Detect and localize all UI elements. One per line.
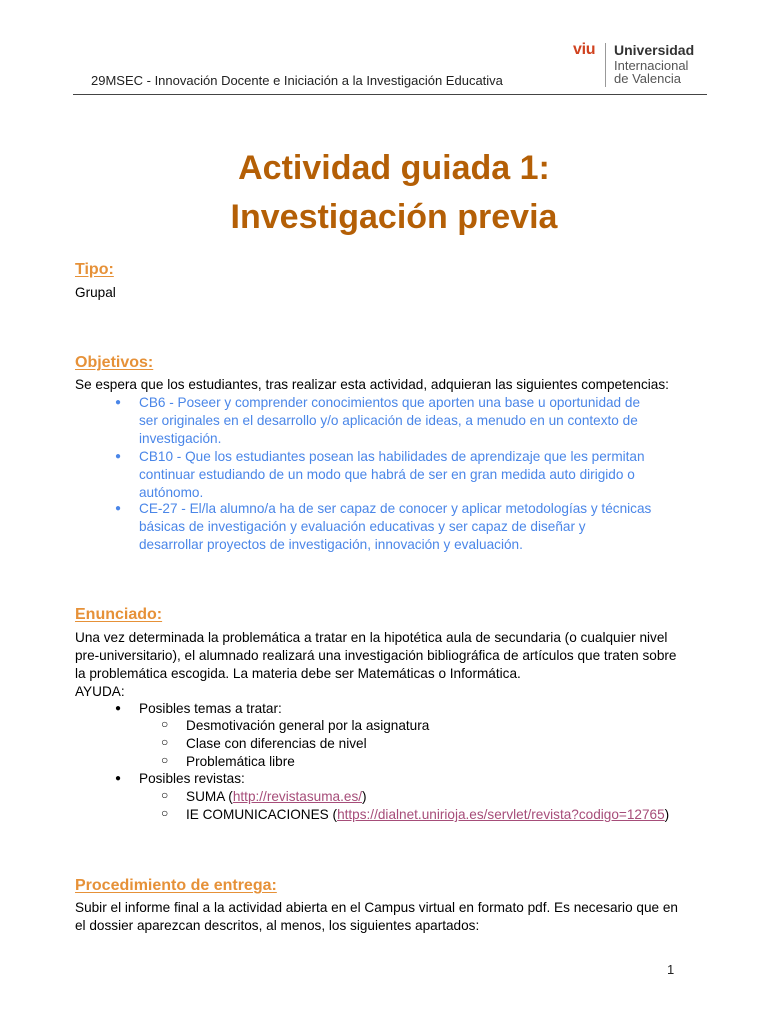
enunciado-heading: Enunciado: xyxy=(75,606,163,623)
enunciado-line-2: pre-universitario), el alumnado realizará una investigación bibliográfica de artículos que traten sobre xyxy=(75,648,677,663)
procedimiento-line-2: el dossier aparezcan descritos, al menos, los siguientes apartados: xyxy=(75,918,480,933)
objetivos-intro: Se espera que los estudiantes, tras realizar esta actividad, adquieran las siguientes competencias: xyxy=(75,377,669,392)
logo-viu-mark: viu xyxy=(573,41,596,58)
tema-item: Problemática libre xyxy=(186,754,295,769)
competency-cb10-line-1: CB10 - Que los estudiantes posean las habilidades de aprendizaje que les permitan xyxy=(139,449,645,464)
bullet-icon: ● xyxy=(115,773,122,784)
document-title-line-2: Investigación previa xyxy=(230,198,558,236)
procedimiento-heading: Procedimiento de entrega: xyxy=(75,877,277,894)
procedimiento-line-1: Subir el informe final a la actividad abierta en el Campus virtual en formato pdf. Es necesario que en xyxy=(75,900,678,915)
revista-close: ) xyxy=(362,789,367,804)
competency-cb6-line-2: ser originales en el desarrollo y/o aplicación de ideas, a menudo en un contexto de xyxy=(139,413,638,428)
bullet-icon: ● xyxy=(115,451,122,462)
circle-bullet-icon: ○ xyxy=(161,753,169,767)
logo-line-1: Universidad xyxy=(614,42,695,58)
circle-bullet-icon: ○ xyxy=(161,735,169,749)
tipo-value: Grupal xyxy=(75,285,116,300)
bullet-icon: ● xyxy=(115,703,122,714)
competency-cb10-line-2: continuar estudiando de un modo que habrá de ser en gran medida auto dirigido o xyxy=(139,467,635,482)
revista-link-suma[interactable]: http://revistasuma.es/ xyxy=(232,789,363,804)
competency-cb10-line-3: autónomo. xyxy=(139,485,204,500)
course-header: 29MSEC - Innovación Docente e Iniciación a la Investigación Educativa xyxy=(91,73,503,88)
enunciado-line-3: la problemática escogida. La materia debe ser Matemáticas o Informática. xyxy=(75,666,521,681)
competency-cb6-line-3: investigación. xyxy=(139,431,222,446)
logo-line-2: Internacional xyxy=(614,58,689,73)
revista-item-suma xyxy=(186,788,367,806)
revista-name: IE COMUNICACIONES ( xyxy=(186,807,338,822)
document-title-line-1: Actividad guiada 1: xyxy=(238,149,550,187)
revistas-label: Posibles revistas: xyxy=(139,771,245,786)
revista-name: SUMA ( xyxy=(186,789,233,804)
competency-cb6-line-1: CB6 - Poseer y comprender conocimientos que aporten una base u oportunidad de xyxy=(139,395,641,410)
circle-bullet-icon: ○ xyxy=(161,788,169,802)
circle-bullet-icon: ○ xyxy=(161,717,169,731)
enunciado-line-1: Una vez determinada la problemática a tratar en la hipotética aula de secundaria (o cualquier nivel xyxy=(75,630,668,645)
bullet-icon: ● xyxy=(115,503,122,514)
competency-ce27-line-3: desarrollar proyectos de investigación, innovación y evaluación. xyxy=(139,537,523,552)
objetivos-heading: Objetivos: xyxy=(75,354,154,371)
bullet-icon: ● xyxy=(115,397,122,408)
tema-item: Clase con diferencias de nivel xyxy=(186,736,367,751)
tema-item: Desmotivación general por la asignatura xyxy=(186,718,430,733)
revista-close: ) xyxy=(664,807,670,822)
revista-link-ie[interactable]: https://dialnet.unirioja.es/servlet/revista?codigo=12765 xyxy=(337,807,665,822)
logo-line-3: de Valencia xyxy=(614,71,681,86)
competency-ce27-line-1: CE-27 - El/la alumno/a ha de ser capaz de conocer y aplicar metodologías y técnicas xyxy=(139,501,652,516)
revista-item-ie xyxy=(186,806,669,824)
temas-label: Posibles temas a tratar: xyxy=(139,701,282,716)
header-divider xyxy=(73,94,707,95)
tipo-heading: Tipo: xyxy=(75,261,114,278)
logo-separator xyxy=(605,43,606,87)
ayuda-label: AYUDA: xyxy=(75,684,125,699)
circle-bullet-icon: ○ xyxy=(161,806,169,820)
page-number: 1 xyxy=(667,962,675,977)
competency-ce27-line-2: básicas de investigación y evaluación educativas y ser capaz de diseñar y xyxy=(139,519,586,534)
